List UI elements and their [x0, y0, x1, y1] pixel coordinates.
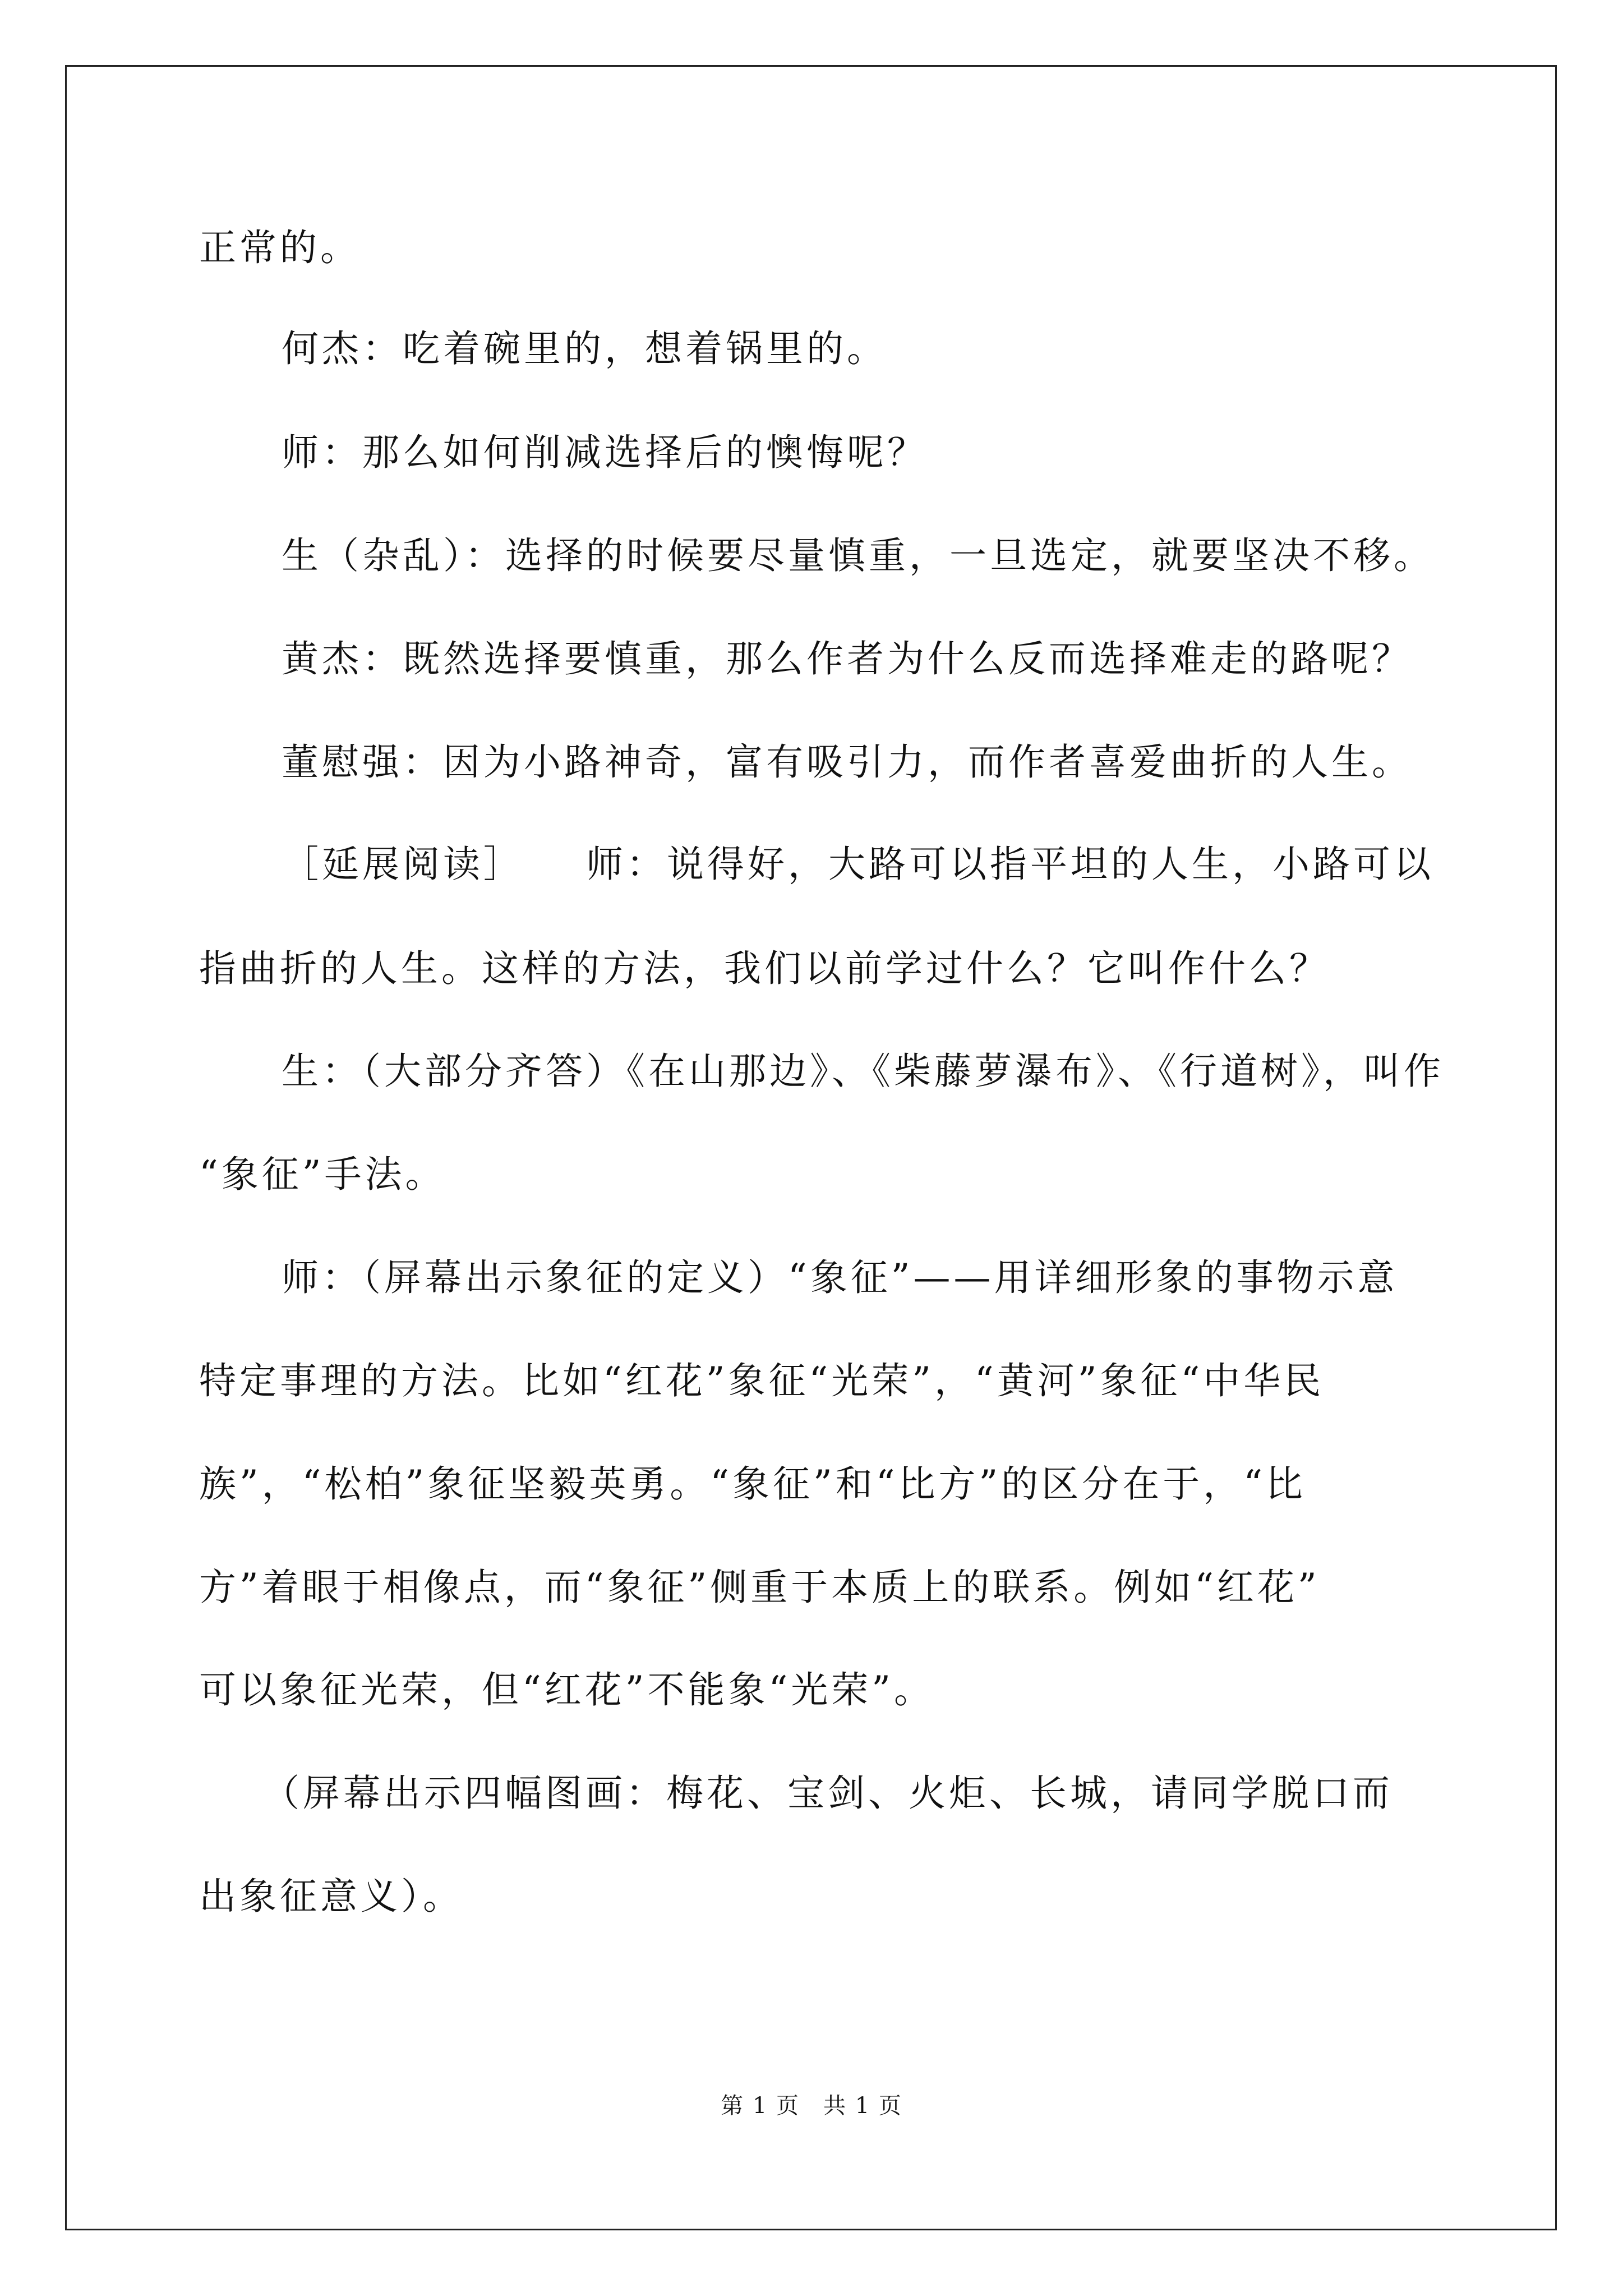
paragraph-line: “象征”手法。	[199, 1153, 446, 1196]
paragraph-line: 生：（大部分齐答）《在山那边》、《柴藤萝瀑布》、《行道树》，叫作	[282, 1050, 1444, 1093]
paragraph-line: 师：（屏幕出示象征的定义）“象征”——用详细形象的事物示意	[282, 1256, 1398, 1299]
paragraph-line: 可以象征光荣，但“红花”不能象“光荣”。	[199, 1668, 934, 1711]
paragraph-line: 黄杰：既然选择要慎重，那么作者为什么反而选择难走的路呢？	[282, 637, 1412, 680]
paragraph-line: （屏幕出示四幅图画：梅花、宝剑、火炬、长城，请同学脱口而	[262, 1772, 1393, 1815]
paragraph-line: 何杰：吃着碗里的，想着锅里的。	[282, 327, 887, 370]
paragraph-line: 生（杂乱）：选择的时候要尽量慎重，一旦选定，就要坚决不移。	[282, 534, 1434, 577]
paragraph-line: 董慰强：因为小路神奇，富有吸引力，而作者喜爱曲折的人生。	[282, 740, 1412, 784]
paragraph-line: 指曲折的人生。这样的方法，我们以前学过什么？它叫作什么？	[199, 947, 1330, 990]
paragraph-line: 族”，“松柏”象征坚毅英勇。“象征”和“比方”的区分在于，“比	[199, 1462, 1306, 1506]
paragraph-line: 师：那么如何削减选择后的懊悔呢？	[282, 431, 928, 474]
paragraph-line: 方”着眼于相像点，而“象征”侧重于本质上的联系。例如“红花”	[199, 1566, 1320, 1609]
paragraph-line: 正常的。	[199, 226, 361, 269]
paragraph-line: ［延展阅读］ 师：说得好，大路可以指平坦的人生，小路可以	[282, 843, 1434, 886]
paragraph-line: 出象征意义）。	[199, 1875, 463, 1918]
paragraph-line: 特定事理的方法。比如“红花”象征“光荣”，“黄河”象征“中华民	[199, 1359, 1325, 1402]
page-footer: 第 1 页 共 1 页	[721, 2093, 902, 2119]
